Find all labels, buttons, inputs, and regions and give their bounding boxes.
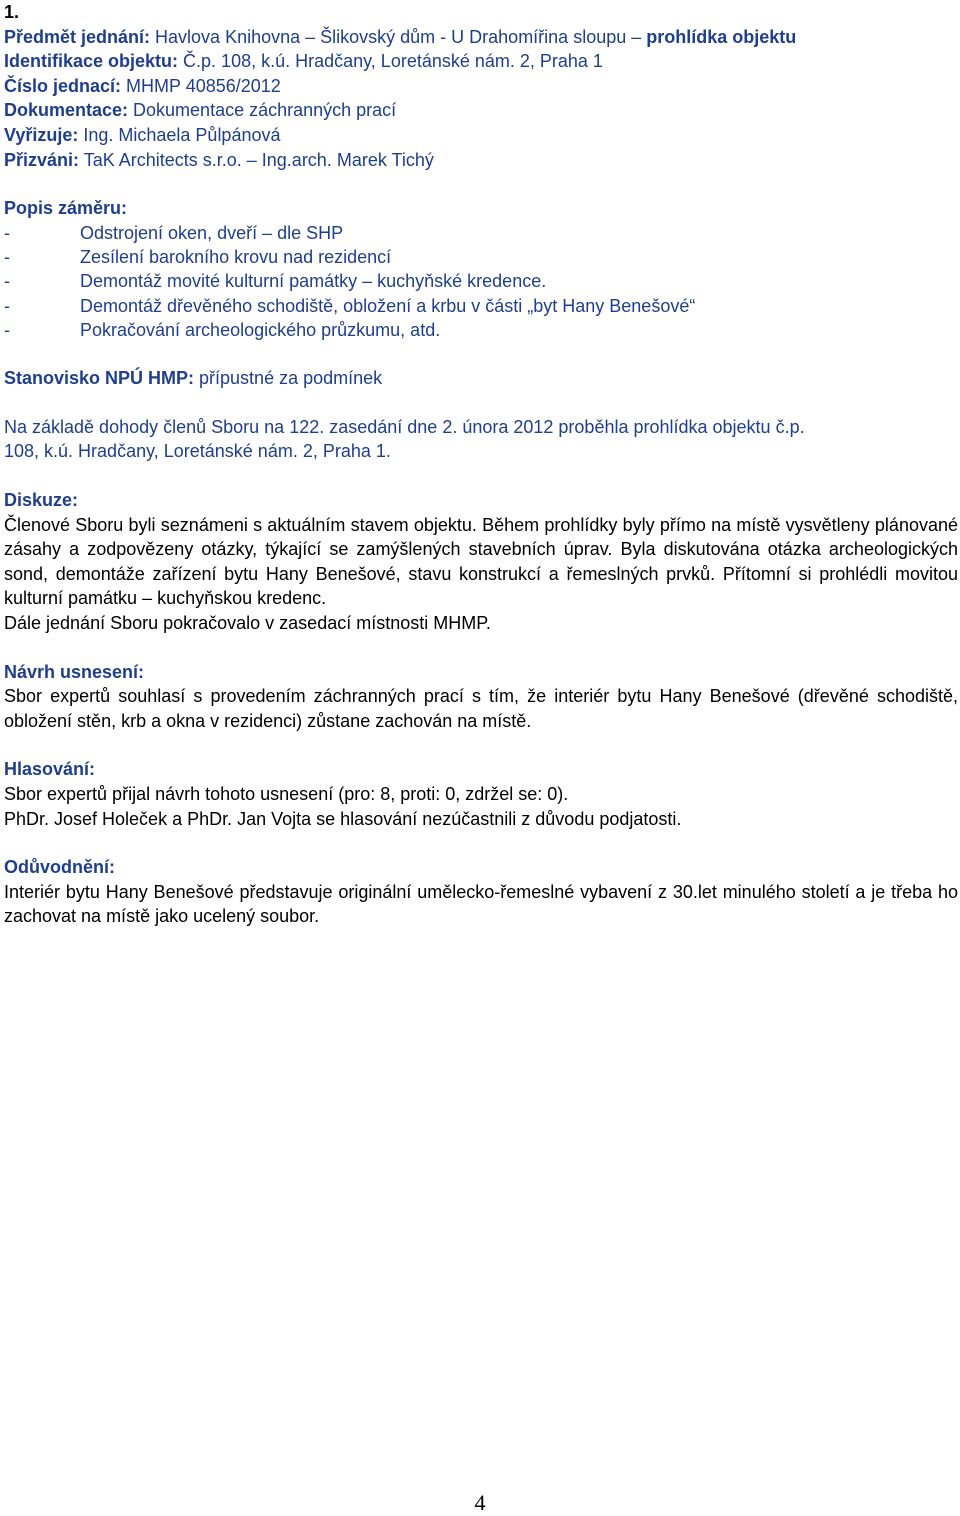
proposal-text: Sbor expertů souhlasí s provedením záchranných prací s tím, že interiér bytu Hany Benešové (dřevěné schodiště, obložení stěn, krb a okna v rezidenci) zůstane zachován na místě. xyxy=(4,686,958,731)
intent-list-item xyxy=(4,294,958,318)
handled-by-label: Vyřizuje: xyxy=(4,124,79,145)
intent-item-text: Pokračování archeologického průzkumu, atd. xyxy=(80,319,441,340)
identification-label: Identifikace objektu: xyxy=(4,51,179,72)
vote-result: Sbor expertů přijal návrh tohoto usnesení (pro: 8, proti: 0, zdržel se: 0). xyxy=(4,783,569,804)
discussion-text-last: Dále jednání Sboru pokračovalo v zasedací místnosti MHMP. xyxy=(4,612,491,633)
list-dash: - xyxy=(4,222,10,243)
intent-list xyxy=(4,221,958,342)
basis-line-2: 108, k.ú. Hradčany, Loretánské nám. 2, Praha 1. xyxy=(4,441,391,462)
documentation-label: Dokumentace: xyxy=(4,100,129,121)
reference-line xyxy=(4,74,958,99)
list-dash: - xyxy=(4,271,10,292)
list-dash: - xyxy=(4,319,10,340)
intent-item-text: Zesílení barokního krovu nad rezidencí xyxy=(80,247,392,268)
invited-label: Přizváni: xyxy=(4,149,80,170)
handled-by-value: Ing. Michaela Půlpánová xyxy=(78,124,281,145)
intent-item-text: Demontáž movité kulturní památky – kuchyňské kredence. xyxy=(80,271,547,292)
reasoning-text: Interiér bytu Hany Benešové představuje originální umělecko-řemeslné vybavení z 30.let minulého století a je třeba ho zachovat na místě jako ucelený soubor. xyxy=(4,881,958,927)
section-number: 1. xyxy=(4,2,20,22)
discussion-text: Členové Sboru byli seznámeni s aktuálním stavem objektu. Během prohlídky byly přímo na místě vysvětleny plánované zásahy a zodpovězeny otázky, týkající se zamýšlených stavebních úprav. Byla diskutována otázka archeologických sond, demontáže zařízení bytu Hany Benešové, stavu konstrukcí a řemeslných prvků. Přítomní si prohlédli movitou kulturní památku – kuchyňskou kredenc. xyxy=(4,514,958,609)
reference-value: MHMP 40856/2012 xyxy=(121,75,281,96)
subject-line xyxy=(4,25,958,50)
handled-by-line xyxy=(4,123,958,148)
intent-item-text: Odstrojení oken, dveří – dle SHP xyxy=(80,222,344,243)
invited-line xyxy=(4,148,958,173)
subject-value: Havlova Knihovna – Šlikovský dům - U Drahomířina sloupu – xyxy=(150,26,647,47)
intent-list-item xyxy=(4,318,958,342)
vote-heading: Hlasování: xyxy=(4,759,96,780)
invited-value: TaK Architects s.r.o. – Ing.arch. Marek Tichý xyxy=(79,149,434,170)
vote-abstention-note: PhDr. Josef Holeček a PhDr. Jan Vojta se hlasování nezúčastnili z důvodu podjatosti. xyxy=(4,808,682,829)
intent-list-item xyxy=(4,269,958,293)
opinion-value: přípustné za podmínek xyxy=(194,368,383,389)
reasoning-heading: Odůvodnění: xyxy=(4,857,115,878)
identification-line xyxy=(4,49,958,74)
page-number: 4 xyxy=(474,1490,486,1515)
identification-value: Č.p. 108, k.ú. Hradčany, Loretánské nám. 2, Praha 1 xyxy=(178,51,603,72)
list-dash: - xyxy=(4,247,10,268)
document-page xyxy=(4,0,958,929)
intent-list-item xyxy=(4,245,958,269)
documentation-line xyxy=(4,98,958,123)
documentation-value: Dokumentace záchranných prací xyxy=(128,100,397,121)
opinion-label: Stanovisko NPÚ HMP: xyxy=(4,368,195,389)
list-dash: - xyxy=(4,295,10,316)
reference-label: Číslo jednací: xyxy=(4,75,122,96)
intent-item-text: Demontáž dřevěného schodiště, obložení a krbu v části „byt Hany Benešové“ xyxy=(80,295,696,316)
opinion-line xyxy=(4,366,958,391)
discussion-heading: Diskuze: xyxy=(4,490,79,511)
subject-label: Předmět jednání: xyxy=(4,26,151,47)
proposal-heading: Návrh usnesení: xyxy=(4,661,145,682)
intent-heading: Popis záměru: xyxy=(4,198,128,219)
subject-suffix: prohlídka objektu xyxy=(646,26,797,47)
basis-line-1: Na základě dohody členů Sboru na 122. zasedání dne 2. února 2012 proběhla prohlídka objektu č.p. xyxy=(4,416,805,437)
intent-list-item xyxy=(4,221,958,245)
